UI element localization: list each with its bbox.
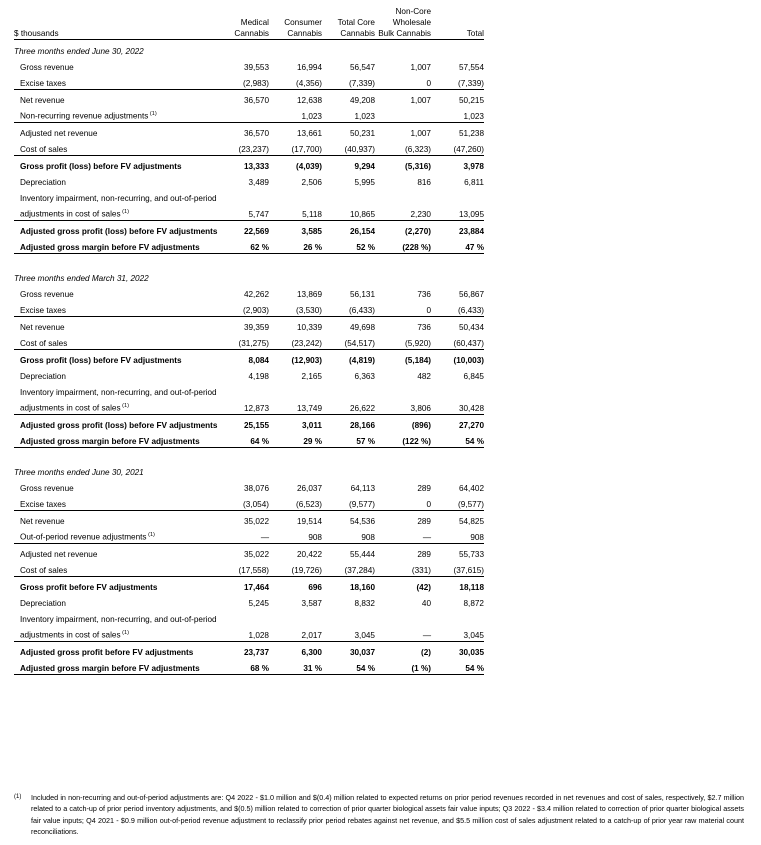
table-row [14, 511, 484, 528]
row-value-2: 13,661 [296, 129, 322, 138]
row-value-1: 13,333 [243, 162, 269, 171]
row-value-4: 289 [417, 484, 431, 493]
col-header-4-line2: Wholesale [392, 18, 431, 27]
table-row [14, 478, 484, 494]
row-value-3: 49,698 [349, 323, 375, 332]
row-value-1: 23,737 [243, 648, 269, 657]
row-value-2: 13,869 [296, 290, 322, 299]
units-label: $ thousands [14, 28, 216, 40]
row-value-2: 5,118 [269, 204, 322, 221]
row-label: adjustments in cost of sales $^{(1)}$ [14, 204, 216, 221]
row-value-1: 39,359 [243, 323, 269, 332]
row-value-3 [322, 382, 375, 398]
row-value-5: 8,872 [463, 599, 484, 608]
row-value-1: 3,489 [248, 178, 269, 187]
col-header-5-line2 [431, 17, 484, 28]
row-value-4 [375, 188, 431, 204]
section-spacer [14, 254, 484, 268]
row-value-1: (3,054) [216, 494, 269, 511]
row-value-5 [431, 382, 484, 398]
col-header-1-line1 [216, 6, 269, 17]
table-row [14, 172, 484, 188]
row-value-2: (17,700) [269, 139, 322, 156]
footnote-text: Included in non-recurring and out-of-period adjustments are: Q4 2022 - $1.0 million and $(0.4) million related to expected returns on prior period revenues recorded in net revenues and cost of sales, respectively, $2.7 million related to a catch-up of prior period inventory adjustments, and $(0.5) million related to correction of prior quarter biological assets fair value inputs; Q3 2022 - $3.4 million related to correction of prior quarter biological assets fair value inputs; Q4 2021 - $0.9 million out-of-period revenue adjustment to reclassify prior period rebates against net revenue, and $5.5 million cost of sales adjustment related to a catch-up of prior year raw material count reconciliations. [31, 793, 744, 837]
row-value-1 [216, 106, 269, 123]
row-value-4: 0 [375, 300, 431, 317]
row-value-4: (5,184) [405, 356, 431, 365]
row-value-5: 3,045 [431, 625, 484, 642]
row-value-3: 64,113 [350, 484, 375, 493]
table-row [14, 300, 484, 317]
row-value-1: 42,262 [243, 290, 269, 299]
row-value-2: 10,339 [296, 323, 322, 332]
section-title: Three months ended June 30, 2021 [14, 468, 144, 477]
section-title-pad [269, 461, 322, 478]
section-title-pad [375, 267, 431, 284]
section-title-pad [216, 267, 269, 284]
row-value-5: 50,434 [458, 323, 484, 332]
row-label: Cost of sales [14, 333, 216, 350]
col-header-5-line3: Total [431, 28, 484, 40]
row-value-3: 49,208 [349, 96, 375, 105]
row-value-4: 0 [375, 73, 431, 90]
row-value-5: 51,238 [458, 129, 484, 138]
row-label: Adjusted gross profit before FV adjustments [20, 648, 194, 657]
table-row [14, 73, 484, 90]
table-row [14, 382, 484, 398]
table-row [14, 123, 484, 140]
row-value-5: 3,978 [463, 162, 484, 171]
col-header-5-line1 [431, 6, 484, 17]
row-value-3: (54,517) [322, 333, 375, 350]
table-row [14, 350, 484, 367]
row-label: Adjusted gross margin before FV adjustments [14, 658, 216, 675]
row-label: Net revenue [20, 517, 65, 526]
row-value-4: 482 [417, 372, 431, 381]
row-value-1 [216, 609, 269, 625]
row-value-4: (2,270) [405, 227, 431, 236]
table-row [14, 204, 484, 221]
row-value-1: (2,983) [216, 73, 269, 90]
row-value-3: 50,231 [349, 129, 375, 138]
row-value-1: 35,022 [243, 517, 269, 526]
table-row [14, 221, 484, 238]
row-value-2: 3,585 [301, 227, 322, 236]
row-value-3: 30,037 [349, 648, 375, 657]
row-value-1: 64 % [216, 431, 269, 448]
table-row [14, 57, 484, 73]
row-value-5 [431, 609, 484, 625]
row-value-5: 47 % [431, 237, 484, 254]
row-value-5: 27,270 [458, 421, 484, 430]
row-value-2: (23,242) [269, 333, 322, 350]
section-spacer [14, 448, 484, 462]
row-value-2: 6,300 [301, 648, 322, 657]
section-title: Three months ended June 30, 2022 [14, 47, 144, 56]
section-title-pad [216, 40, 269, 58]
col-header-1-line3: Cannabis [216, 28, 269, 40]
row-value-2: 26 % [269, 237, 322, 254]
table-header [14, 6, 484, 40]
row-value-3: 26,154 [349, 227, 375, 236]
row-label: Gross revenue [20, 484, 74, 493]
row-value-3: 6,363 [354, 372, 375, 381]
row-value-5: (7,339) [431, 73, 484, 90]
table-row [14, 398, 484, 415]
section-title-pad [322, 40, 375, 58]
section-title-row [14, 461, 484, 478]
row-value-4: (122 %) [375, 431, 431, 448]
row-value-3: 18,160 [349, 583, 375, 592]
row-value-2: 908 [269, 527, 322, 544]
row-value-1: (2,903) [216, 300, 269, 317]
row-value-2: (4,039) [296, 162, 322, 171]
row-value-4: 0 [375, 494, 431, 511]
row-value-2: 12,638 [296, 96, 322, 105]
col-header-2-line1 [269, 6, 322, 17]
row-value-1: (31,275) [216, 333, 269, 350]
row-value-1: 39,553 [243, 63, 269, 72]
footnote-ref: (1) [120, 630, 129, 637]
row-value-3: 26,622 [322, 398, 375, 415]
footnote-ref: (1) [146, 532, 155, 539]
row-value-4: 1,007 [410, 96, 431, 105]
financial-table-page [0, 6, 761, 845]
row-label: Net revenue [20, 323, 65, 332]
row-label: Out-of-period revenue adjustments $^{(1)}$ [14, 527, 216, 544]
row-label: Depreciation [20, 599, 66, 608]
row-value-4: 1,007 [410, 129, 431, 138]
row-value-5: 56,867 [458, 290, 484, 299]
row-value-4: 3,806 [375, 398, 431, 415]
row-label: Excise taxes [14, 494, 216, 511]
row-value-3: 54,536 [349, 517, 375, 526]
row-value-1 [216, 188, 269, 204]
row-value-5: 57,554 [458, 63, 484, 72]
col-header-4-line3: Bulk Cannabis [375, 28, 431, 40]
table-row [14, 494, 484, 511]
row-value-5: 54 % [431, 658, 484, 675]
row-value-3: 52 % [322, 237, 375, 254]
row-value-2: (3,530) [269, 300, 322, 317]
row-value-5: 1,023 [431, 106, 484, 123]
row-label: Cost of sales [14, 560, 216, 577]
header-row-1 [14, 6, 484, 17]
row-label: Adjusted net revenue [20, 129, 98, 138]
row-label: Gross profit (loss) before FV adjustments [20, 356, 182, 365]
footnote-ref: (1) [148, 111, 157, 118]
row-label: Depreciation [20, 372, 66, 381]
section-title-pad [269, 267, 322, 284]
row-value-1: 68 % [216, 658, 269, 675]
row-value-5: 54 % [431, 431, 484, 448]
row-value-2: 29 % [269, 431, 322, 448]
row-value-1: 1,028 [216, 625, 269, 642]
header-row-2 [14, 17, 484, 28]
row-value-2 [269, 609, 322, 625]
row-value-3: 3,045 [322, 625, 375, 642]
row-label: Net revenue [20, 96, 65, 105]
row-value-3: (7,339) [322, 73, 375, 90]
table-row [14, 577, 484, 594]
row-value-5: 6,845 [463, 372, 484, 381]
row-value-2: 26,037 [296, 484, 322, 493]
table-row [14, 625, 484, 642]
row-value-4: (1 %) [375, 658, 431, 675]
section-title-pad [431, 267, 484, 284]
row-label: Excise taxes [14, 73, 216, 90]
row-value-4: 289 [417, 517, 431, 526]
row-value-4: (896) [411, 421, 431, 430]
row-value-4: (42) [416, 583, 431, 592]
row-value-1: 62 % [216, 237, 269, 254]
row-value-2: (6,523) [269, 494, 322, 511]
row-value-2: (12,903) [291, 356, 322, 365]
row-value-1: (23,237) [216, 139, 269, 156]
row-value-2: 13,749 [269, 398, 322, 415]
row-value-5: 55,733 [458, 550, 484, 559]
row-value-4 [375, 609, 431, 625]
row-value-5: 30,035 [458, 648, 484, 657]
row-value-5: 64,402 [458, 484, 484, 493]
row-value-2: 19,514 [296, 517, 322, 526]
row-value-3: 9,294 [354, 162, 375, 171]
row-label: Non-recurring revenue adjustments $^{(1)}$ [14, 106, 216, 123]
table-row [14, 415, 484, 432]
col-header-4-line1: Non-Core [395, 7, 431, 16]
table-row [14, 139, 484, 156]
section-title-pad [322, 461, 375, 478]
table-row [14, 544, 484, 561]
row-value-5: 908 [431, 527, 484, 544]
row-value-1: 8,084 [248, 356, 269, 365]
row-value-4: (5,920) [375, 333, 431, 350]
row-value-5: 54,825 [458, 517, 484, 526]
row-value-4 [375, 382, 431, 398]
table-row [14, 593, 484, 609]
row-value-4: (6,323) [375, 139, 431, 156]
row-value-3: 908 [322, 527, 375, 544]
row-value-5: (6,433) [431, 300, 484, 317]
row-value-5: 30,428 [431, 398, 484, 415]
row-value-3: 54 % [322, 658, 375, 675]
row-value-1 [216, 382, 269, 398]
col-header-3-line3: Cannabis [322, 28, 375, 40]
row-value-4: 2,230 [375, 204, 431, 221]
row-label: Gross revenue [20, 63, 74, 72]
row-value-3 [322, 609, 375, 625]
row-value-3 [322, 188, 375, 204]
section-title-pad [431, 461, 484, 478]
table-row [14, 188, 484, 204]
footnote-ref: (1) [120, 403, 129, 410]
table-row [14, 527, 484, 544]
footnote-marker: (1) [14, 794, 22, 800]
row-value-5: 6,811 [464, 178, 484, 187]
row-value-1: 4,198 [248, 372, 269, 381]
row-label: Gross revenue [20, 290, 74, 299]
row-value-3: 5,995 [354, 178, 375, 187]
row-label: Cost of sales [14, 139, 216, 156]
section-title-pad [322, 267, 375, 284]
header-row-3 [14, 28, 484, 40]
row-value-5: 23,884 [458, 227, 484, 236]
row-value-2: (19,726) [269, 560, 322, 577]
table-row [14, 90, 484, 107]
col-header-3-line2: Total Core [337, 18, 375, 27]
gross-profit-table [14, 6, 484, 675]
row-value-1: 36,570 [243, 96, 269, 105]
row-value-4: 1,007 [410, 63, 431, 72]
section-title-row [14, 40, 484, 58]
section-title-row [14, 267, 484, 284]
table-row [14, 642, 484, 659]
row-label: Adjusted net revenue [20, 550, 98, 559]
row-value-2: 16,994 [296, 63, 322, 72]
row-label: Depreciation [20, 178, 66, 187]
row-value-4 [375, 106, 431, 123]
table-row [14, 284, 484, 300]
section-title: Three months ended March 31, 2022 [14, 274, 149, 283]
section-title-pad [375, 461, 431, 478]
row-value-3: (37,284) [322, 560, 375, 577]
row-value-2: 3,011 [301, 421, 322, 430]
table-row [14, 658, 484, 675]
table-row [14, 106, 484, 123]
table-row [14, 317, 484, 334]
row-value-4: (228 %) [375, 237, 431, 254]
row-value-3: 8,832 [354, 599, 375, 608]
table-row [14, 156, 484, 173]
row-value-1: 25,155 [243, 421, 269, 430]
row-value-3: 56,547 [349, 63, 375, 72]
row-value-2: 2,017 [269, 625, 322, 642]
row-label: Gross profit (loss) before FV adjustments [20, 162, 182, 171]
row-value-3: (9,577) [322, 494, 375, 511]
row-label: Excise taxes [14, 300, 216, 317]
row-value-4: — [375, 625, 431, 642]
row-value-4: — [375, 527, 431, 544]
table-row [14, 609, 484, 625]
row-value-4: (331) [375, 560, 431, 577]
row-label: Gross profit before FV adjustments [20, 583, 158, 592]
table-row [14, 431, 484, 448]
row-value-3: 55,444 [349, 550, 375, 559]
col-header-2-line3: Cannabis [269, 28, 322, 40]
row-value-5: 50,215 [458, 96, 484, 105]
row-label: adjustments in cost of sales $^{(1)}$ [14, 625, 216, 642]
table-row [14, 333, 484, 350]
row-value-4: 40 [421, 599, 431, 608]
section-title-pad [269, 40, 322, 58]
footnote [14, 792, 744, 838]
row-value-3: 56,131 [349, 290, 375, 299]
row-value-2: (4,356) [269, 73, 322, 90]
section-title-pad [375, 40, 431, 58]
row-value-5: (37,615) [431, 560, 484, 577]
row-value-5: (10,003) [453, 356, 484, 365]
row-value-1: (17,558) [216, 560, 269, 577]
row-label: Adjusted gross profit (loss) before FV adjustments [20, 421, 218, 430]
row-value-1: 38,076 [243, 484, 269, 493]
row-value-5 [431, 188, 484, 204]
row-value-1: — [216, 527, 269, 544]
row-value-4: 736 [417, 290, 431, 299]
section-title-pad [216, 461, 269, 478]
row-value-3: (6,433) [322, 300, 375, 317]
row-value-1: 12,873 [216, 398, 269, 415]
row-label: adjustments in cost of sales $^{(1)}$ [14, 398, 216, 415]
col-header-2-line2: Consumer [284, 18, 322, 27]
row-value-4: 736 [417, 323, 431, 332]
table-row [14, 560, 484, 577]
table-row [14, 237, 484, 254]
row-value-2: 1,023 [269, 106, 322, 123]
row-value-4: 816 [417, 178, 431, 187]
row-value-3: 28,166 [349, 421, 375, 430]
row-value-5: (9,577) [431, 494, 484, 511]
section-title-pad [431, 40, 484, 58]
row-value-3: 1,023 [322, 106, 375, 123]
row-label: Adjusted gross margin before FV adjustments [14, 237, 216, 254]
row-value-2 [269, 382, 322, 398]
table-body [14, 40, 484, 675]
row-value-3: (40,937) [322, 139, 375, 156]
row-value-1: 5,245 [248, 599, 269, 608]
row-value-1: 36,570 [243, 129, 269, 138]
row-value-4: (2) [420, 648, 431, 657]
row-value-5: (60,437) [431, 333, 484, 350]
row-value-4: 289 [417, 550, 431, 559]
row-value-2: 2,165 [301, 372, 322, 381]
row-label: Inventory impairment, non-recurring, and out-of-period [20, 388, 217, 397]
row-label: Adjusted gross profit (loss) before FV adjustments [20, 227, 218, 236]
col-header-3-line1 [322, 6, 375, 17]
row-value-1: 22,569 [243, 227, 269, 236]
table-row [14, 366, 484, 382]
col-header-1-line2: Medical [240, 18, 269, 27]
row-label: Inventory impairment, non-recurring, and out-of-period [20, 194, 217, 203]
row-value-2: 20,422 [296, 550, 322, 559]
row-value-2: 31 % [269, 658, 322, 675]
row-value-2: 2,506 [301, 178, 322, 187]
row-value-4: (5,316) [405, 162, 431, 171]
row-value-1: 35,022 [243, 550, 269, 559]
row-label: Adjusted gross margin before FV adjustments [14, 431, 216, 448]
row-value-2 [269, 188, 322, 204]
row-value-5: 13,095 [431, 204, 484, 221]
row-value-2: 696 [308, 583, 322, 592]
footnote-ref: (1) [120, 209, 129, 216]
row-value-3: 10,865 [322, 204, 375, 221]
row-value-1: 5,747 [216, 204, 269, 221]
row-value-3: 57 % [322, 431, 375, 448]
row-label: Inventory impairment, non-recurring, and out-of-period [20, 615, 217, 624]
row-value-2: 3,587 [301, 599, 322, 608]
row-value-1: 17,464 [243, 583, 269, 592]
row-value-3: (4,819) [349, 356, 375, 365]
row-value-5: 18,118 [459, 583, 484, 592]
row-value-5: (47,260) [431, 139, 484, 156]
